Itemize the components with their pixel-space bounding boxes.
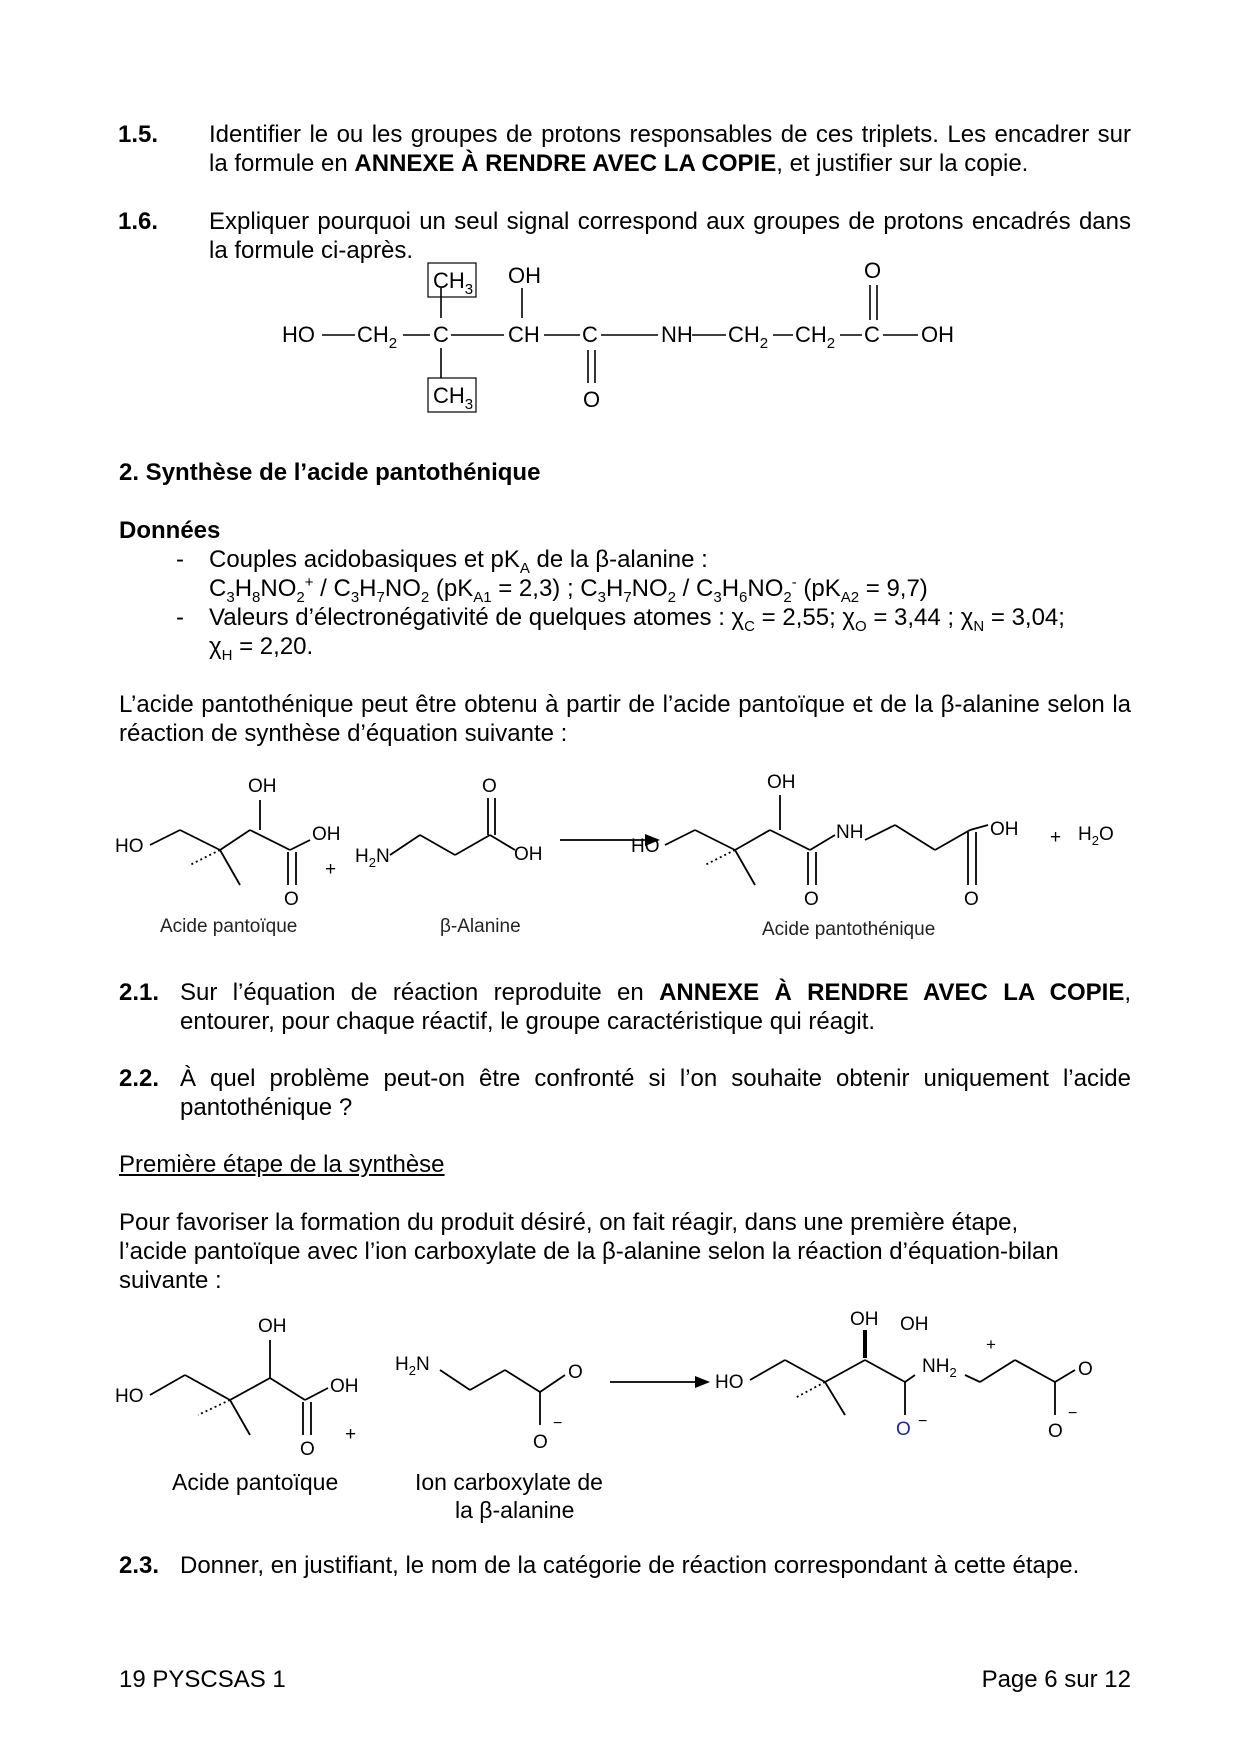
charge-plus: + [986,1335,996,1354]
synthesis-intro: L’acide pantothénique peut être obtenu à partir de l’acide pantoïque et de la β-alanine selon la réaction de synthèse d’équation suivante : [119,691,1131,747]
caption-ion-2: la β-alanine [455,1497,575,1523]
label-o-carboxylate-prod: O [1078,1359,1093,1380]
charge-minus-prod-2: − [1068,1405,1078,1422]
label-ho: HO [115,836,144,857]
label-o: O [300,1439,315,1460]
label-oh-top-prod: OH [767,772,796,793]
label-ho-prod: HO [631,836,660,857]
label-oh-top: OH [248,776,277,797]
question-1-5 [118,120,1131,178]
bullet-dash: - [176,546,184,573]
label-o-prod-2: O [964,889,979,910]
label-oh-top: OH [258,1316,287,1337]
atom-ch2-c: $CH_2$ [795,322,836,352]
plus-sign: + [1050,827,1062,848]
question-1-6 [118,207,1131,265]
label-h2n: $H_2N$ [355,846,390,870]
atom-oh-end: OH [921,322,954,347]
page-number: Page 6 sur 12 [981,1666,1131,1693]
question-number: 2.1. [119,979,160,1006]
question-number: 1.5. [118,121,159,148]
section-title: 2. Synthèse de l’acide pantothénique [119,459,541,486]
atom-oh-top: OH [508,263,541,288]
question-text: Sur l’équation de réaction reproduite en [180,979,660,1006]
label-nh2: $NH_2$ [922,1356,957,1380]
caption-alanine: β-Alanine [440,916,521,937]
label-o-carboxylate: O [568,1362,583,1383]
caption-ion-1: Ion carboxylate de [415,1469,603,1495]
atom-c-quaternary: C [433,322,449,347]
question-text: Identifier le ou les groupes de protons responsables de ces triplets. Les encadrer sur la formule en [209,121,1131,177]
structural-formula [270,258,990,418]
charge-minus-prod: − [918,1413,928,1430]
label-oh-ala: OH [514,844,543,865]
caption-pantoique: Acide pantoïque [172,1469,339,1495]
question-text: Donner, en justifiant, le nom de la catégorie de réaction correspondant à cette étape. [180,1552,1080,1579]
question-2-1 [119,978,1131,1036]
label-oh-prod-2: OH [900,1314,929,1335]
reaction-scheme-1 [110,770,1140,950]
label-o-minus-prod: O [896,1419,911,1440]
atom-ho: HO [282,322,315,347]
question-bold: ANNEXE À RENDRE AVEC LA COPIE [659,979,1125,1006]
question-number: 2.2. [119,1065,160,1092]
atom-nh: NH [661,322,693,347]
atom-ch3-bottom: $CH_3$ [433,383,474,413]
label-oh-right: OH [312,824,341,845]
label-o-prod: O [804,889,819,910]
bullet-dash: - [176,604,184,631]
charge-minus: − [553,1415,563,1432]
plus-sign: + [325,859,337,880]
atom-ch3-top: $CH_3$ [433,268,474,298]
caption-pantoique: Acide pantoïque [160,916,298,937]
step-text: Pour favoriser la formation du produit désiré, on fait réagir, dans une première étape, l’acide pantoïque avec l’ion carboxylate de la β-alanine selon la réaction d’équation-bilan suivante : [119,1209,1059,1294]
label-oh-prod-1: OH [850,1309,879,1330]
plus-sign: + [345,1424,357,1445]
question-bold: ANNEXE À RENDRE AVEC LA COPIE [354,150,777,177]
label-nh: NH [836,822,864,843]
question-text-end: , et justifier sur la copie. [776,150,1029,177]
footer-code: 19 PYSCSAS 1 [119,1666,286,1693]
atom-ch2-b: $CH_2$ [728,322,769,352]
label-o-minus: O [533,1432,548,1453]
label-o-ala: O [482,776,497,797]
label-o-minus-prod-2: O [1048,1421,1063,1442]
label-oh-right: OH [330,1376,359,1397]
atom-ch2: $CH_2$ [357,322,398,352]
label-ho: HO [115,1386,144,1407]
question-number: 1.6. [118,208,159,235]
question-2-3 [119,1551,1131,1580]
label-oh-prod: OH [990,819,1019,840]
atom-c-amide: C [582,322,598,347]
atom-o-acid: O [864,258,882,283]
question-text: Expliquer pourquoi un seul signal correspond aux groupes de protons encadrés dans la formule ci-après. [209,208,1131,264]
reaction-scheme-2 [110,1300,1140,1540]
question-number: 2.3. [119,1552,160,1579]
data-heading: Données [119,517,221,544]
question-text: À quel problème peut-on être confronté si l’on souhaite obtenir uniquement l’acide pantothénique ? [180,1065,1131,1121]
acidobase-couples: Couples acidobasiques et $pK_A$ de la β-alanine : $C_3H_8NO_2^+ / C_3H_7NO_2$ $(pK_{A1} = 2,3)$ ; $C_3H_7NO_2 / C_3H_6NO_2^-$ $(pK_{A2} = 9,7)$ [209,546,928,606]
atom-ch: CH [508,322,540,347]
label-h2n: $H_2N$ [395,1354,430,1378]
label-h2o: $H_2O$ [1078,824,1114,848]
label-o: O [284,889,299,910]
electronegativity-values: Valeurs d’électronégativité de quelques atomes : $\chi_C = 2,55$; $\chi_O = 3,44$ ; $\chi_N = 3,04$; $\chi_H = 2,20$. [209,604,1065,664]
caption-pantothenique: Acide pantothénique [762,919,936,940]
atom-c-acid: C [864,322,880,347]
question-text-end: , entourer, pour chaque réactif, le groupe caractéristique qui réagit. [180,979,1132,1035]
question-2-2 [119,1064,1131,1122]
step-title: Première étape de la synthèse [119,1151,445,1178]
atom-o-amide: O [583,387,601,412]
label-ho-prod: HO [715,1372,744,1393]
